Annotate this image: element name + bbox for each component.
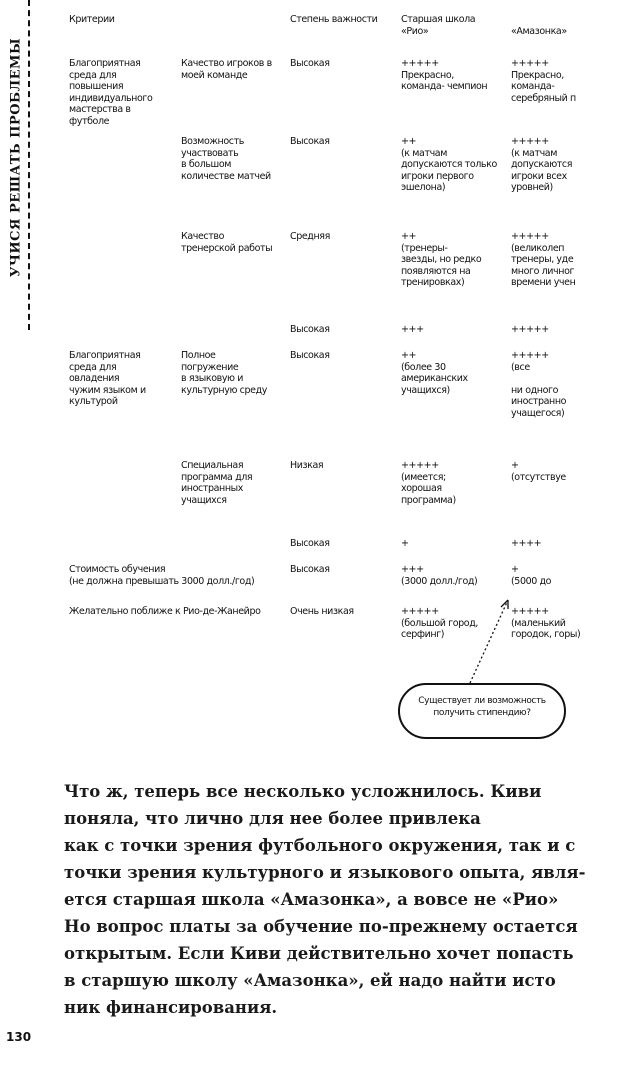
header-rio: Старшая школа «Рио» bbox=[401, 14, 476, 37]
table-cell: ++ (к матчам допускаются только игроки первого эшелона) bbox=[401, 136, 497, 193]
body-paragraph: Что ж, теперь все несколько усложнилось. Киви поняла, что лично для нее более привлека как с точки зрения футбольного окружения, так и с точки зрения культурного и языкового опыта, явля- ется старшая школа «Амазонка», а вовсе не «Рио» Но вопрос платы за обучение по-прежнему остается открытым. Если Киви действительно хочет попасть в старшую школу «Амазонка», ей надо найти исто ник финансирования. bbox=[64, 782, 586, 1017]
table-cell: +++ bbox=[401, 324, 424, 335]
table-cell: Возможность участвовать в большом количестве матчей bbox=[181, 136, 271, 182]
table-cell: ++ (более 30 американских учащихся) bbox=[401, 350, 468, 396]
table-cell: Высокая bbox=[290, 538, 330, 549]
table-cell: + bbox=[401, 538, 409, 549]
table-cell: + (отсутствуе bbox=[511, 460, 566, 483]
table-cell: ++ (тренеры- звезды, но редко появляются на тренировках) bbox=[401, 231, 482, 288]
table-cell: Низкая bbox=[290, 460, 324, 471]
running-head-text: УЧИСЯ РЕШАТЬ ПРОБЛЕМЫ bbox=[8, 37, 24, 278]
scholarship-callout bbox=[398, 683, 566, 739]
table-cell: Средняя bbox=[290, 231, 330, 242]
table-cell: +++++ Прекрасно, команда- чемпион bbox=[401, 58, 488, 92]
table-cell: Желательно поближе к Рио-де-Жанейро bbox=[69, 606, 261, 617]
table-cell: Высокая bbox=[290, 350, 330, 361]
page-number: 130 bbox=[6, 1030, 32, 1044]
table-cell: Стоимость обучения (не должна превышать 3000 долл./год) bbox=[69, 564, 255, 587]
table-cell: Качество игроков в моей команде bbox=[181, 58, 272, 81]
table-cell: ++++ bbox=[511, 538, 542, 549]
table-cell: +++++ (большой город, серфинг) bbox=[401, 606, 478, 640]
table-cell: +++ (3000 долл./год) bbox=[401, 564, 478, 587]
callout-text: Существует ли возможность получить стипендию? bbox=[418, 696, 546, 718]
header-criteria: Критерии bbox=[69, 14, 115, 25]
table-cell: +++++ (маленький городок, горы) bbox=[511, 606, 581, 640]
table-cell: Высокая bbox=[290, 564, 330, 575]
table-cell: +++++ bbox=[511, 324, 549, 335]
table-cell: Высокая bbox=[290, 58, 330, 69]
table-cell: +++++ (великолеп тренеры, уде много личног времени учен bbox=[511, 231, 576, 288]
table-cell: Благоприятная среда для повышения индивидуального мастерства в футболе bbox=[69, 58, 153, 127]
table-cell: Высокая bbox=[290, 136, 330, 147]
table-cell: Очень низкая bbox=[290, 606, 354, 617]
table-cell: +++++ Прекрасно, команда- серебряный п bbox=[511, 58, 576, 104]
table-cell: Благоприятная среда для овладения чужим языком и культурой bbox=[69, 350, 146, 407]
table-cell: Качество тренерской работы bbox=[181, 231, 273, 254]
table-cell: +++++ (все ни одного иностранно учащегося) bbox=[511, 350, 567, 419]
table-cell: Высокая bbox=[290, 324, 330, 335]
table-cell: Специальная программа для иностранных учащихся bbox=[181, 460, 253, 506]
table-cell: +++++ (имеется; хорошая программа) bbox=[401, 460, 456, 506]
table-cell: +++++ (к матчам допускаются игроки всех уровней) bbox=[511, 136, 573, 193]
table-cell: + (5000 до bbox=[511, 564, 552, 587]
header-importance: Степень важности bbox=[290, 14, 378, 25]
table-cell: Полное погружение в языковую и культурную среду bbox=[181, 350, 267, 396]
header-amazonka: «Амазонка» bbox=[511, 26, 567, 37]
